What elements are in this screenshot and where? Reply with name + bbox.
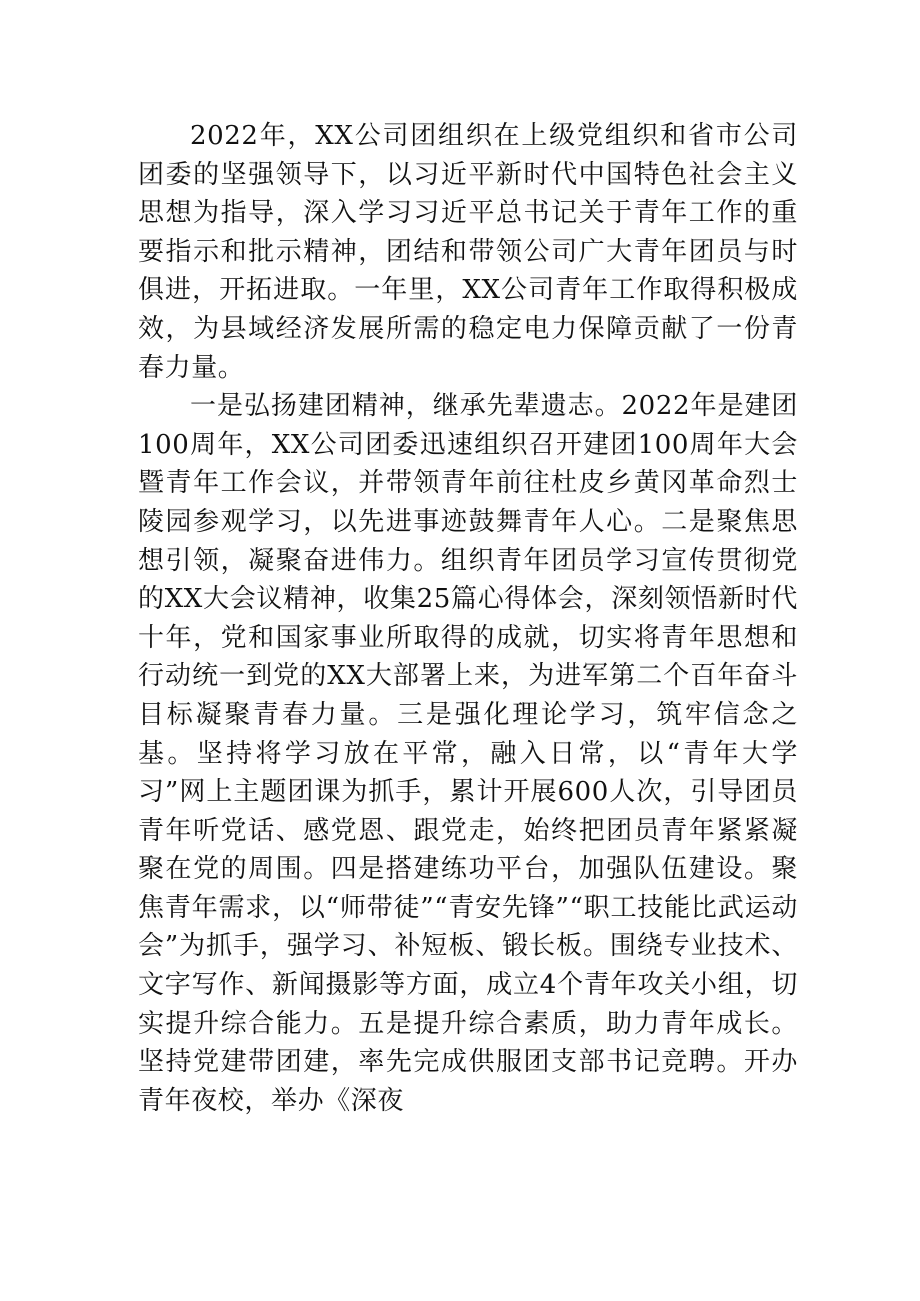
paragraph-achievements: 一是弘扬建团精神，继承先辈遗志。2022年是建团100周年，XX公司团委迅速组织召开建团100周年大会暨青年工作会议，并带领青年前往杜皮乡黄冈革命烈士陵园参观学习，以先进事迹鼓舞青年人心。二是聚焦思想引领，凝聚奋进伟力。组织青年团员学习宣传贯彻党的XX大会议精神，收集25篇心得体会，深刻领悟新时代十年，党和国家事业所取得的成就，切实将青年思想和行动统一到党的XX大部署上来，为进军第二个百年奋斗目标凝聚青春力量。三是强化理论学习，筑牢信念之基。坚持将学习放在平常，融入日常，以“青年大学习”网上主题团课为抓手，累计开展600人次，引导团员青年听党话、感党恩、跟党走，始终把团员青年紧紧凝聚在党的周围。四是搭建练功平台，加强队伍建设。聚焦青年需求，以“师带徒”“青安先锋”“职工技能比武运动会”为抓手，强学习、补短板、锻长板。围绕专业技术、文字写作、新闻摄影等方面，成立4个青年攻关小组，切实提升综合能力。五是提升综合素质，助力青年成长。坚持党建带团建，率先完成供服团支部书记竞聘。开办青年夜校，举办《深夜 [138,391,798,1116]
document-body [138,117,798,1120]
paragraph-summary: 2022年，XX公司团组织在上级党组织和省市公司团委的坚强领导下，以习近平新时代中国特色社会主义思想为指导，深入学习习近平总书记关于青年工作的重要指示和批示精神，团结和带领公司广大青年团员与时俱进，开拓进取。一年里，XX公司青年工作取得积极成效，为县域经济发展所需的稳定电力保障贡献了一份青春力量。 [138,121,798,383]
